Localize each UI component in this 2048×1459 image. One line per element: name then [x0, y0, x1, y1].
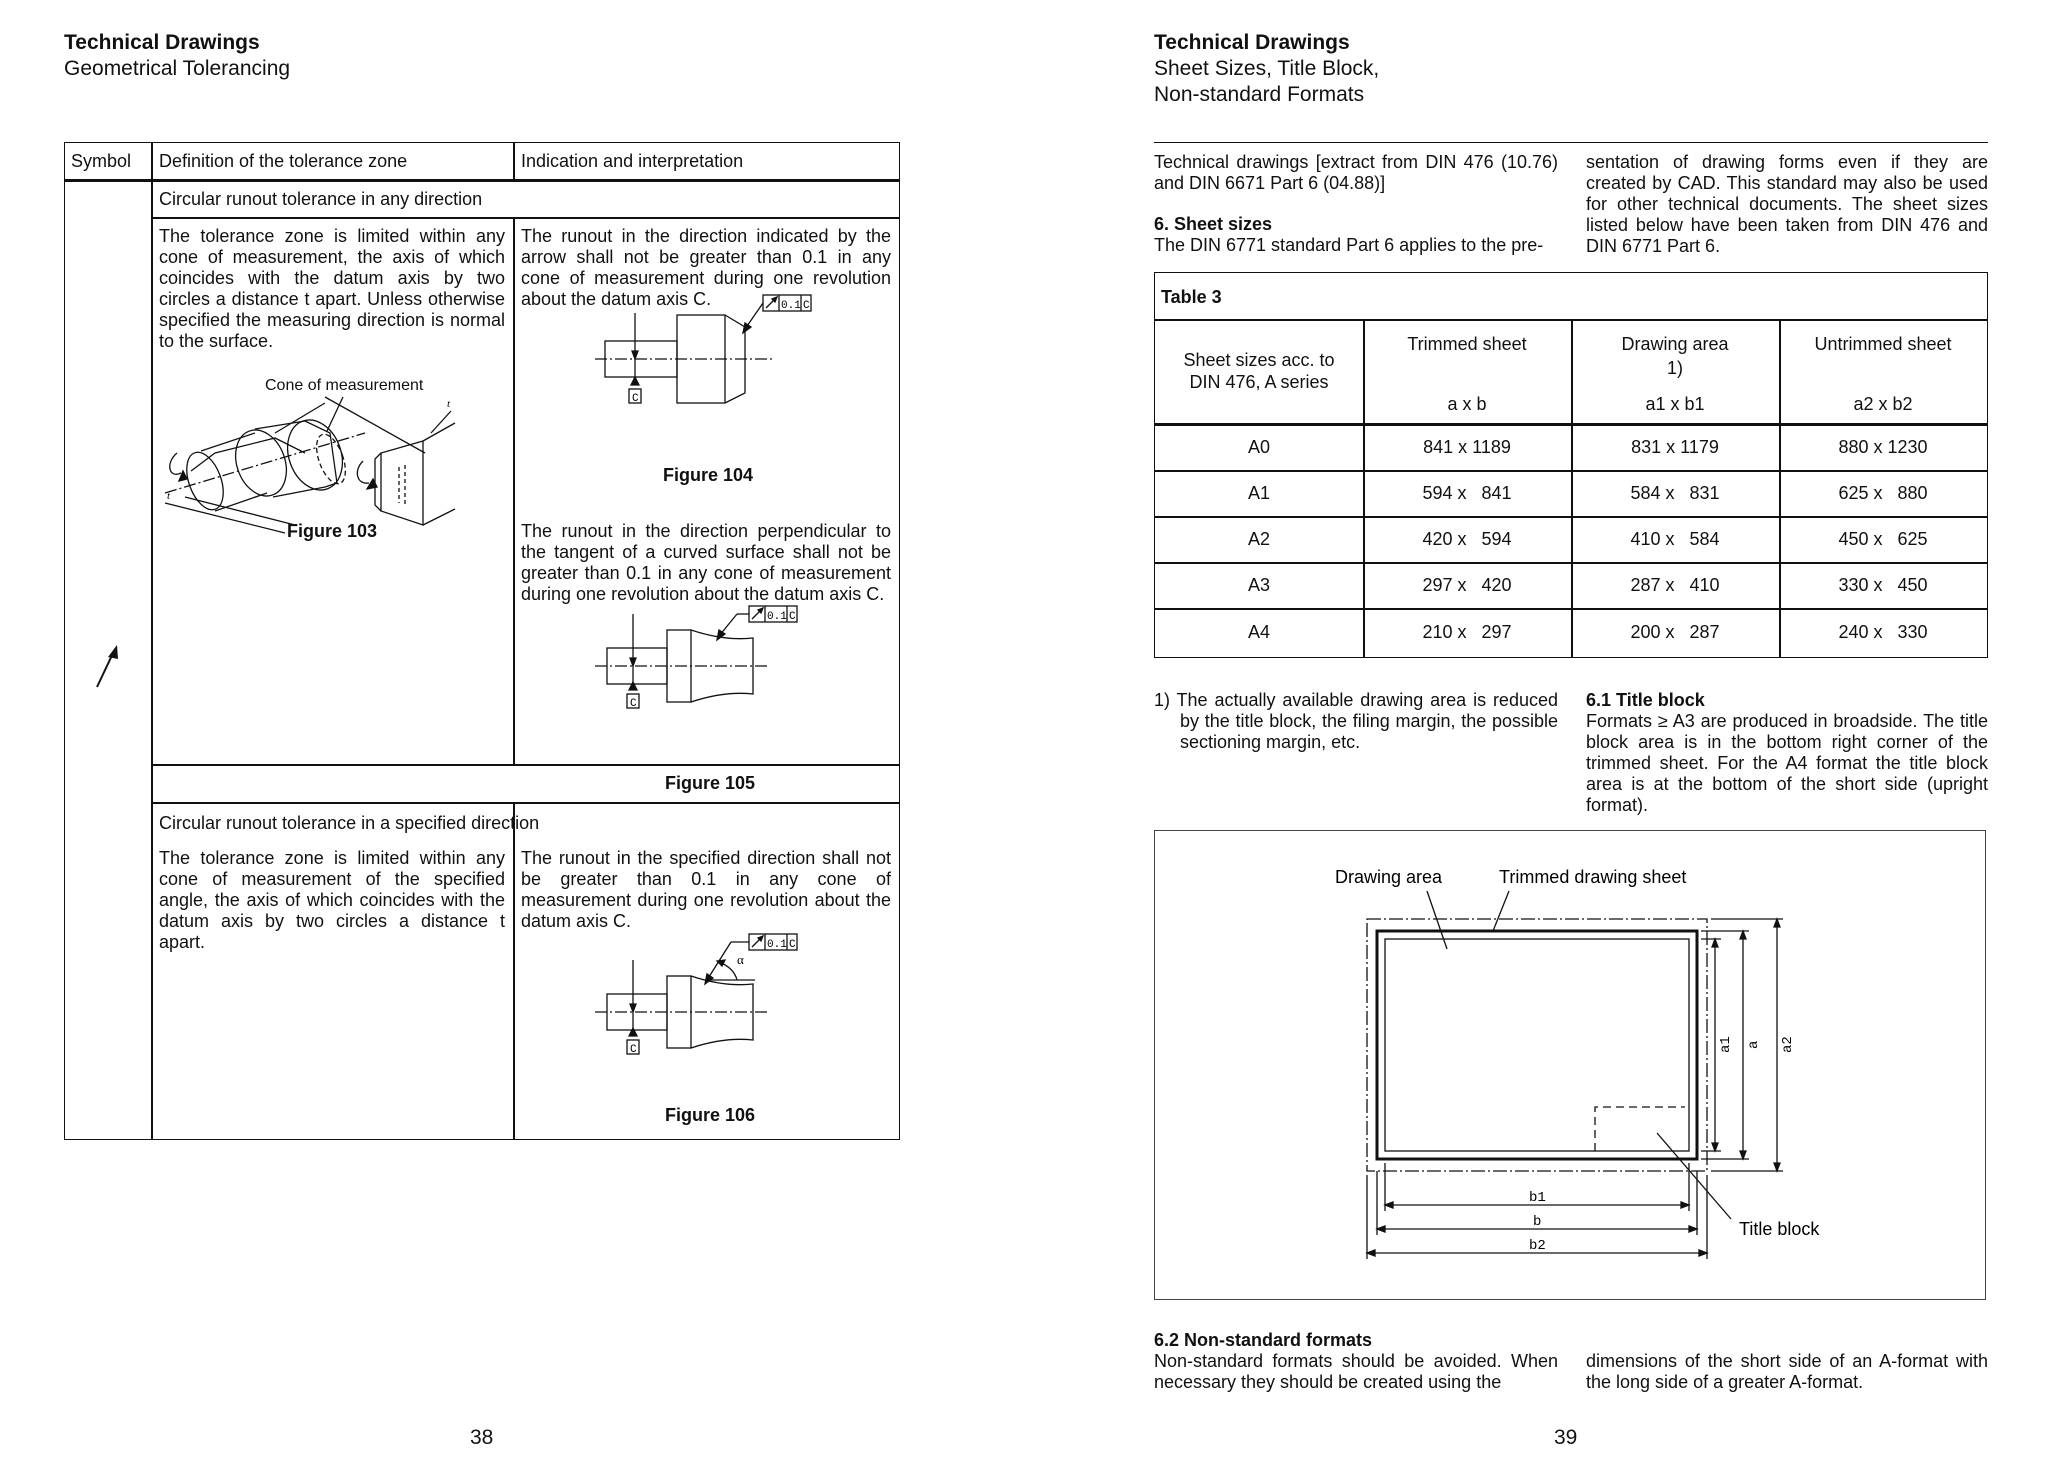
svg-text:b: b — [1533, 1214, 1542, 1230]
section1-indication-2: The runout in the direction perpendicular to the tangent of a curved surface shall not be greater than 0.1 in any cone of measurement during one revolution about the datum axis C. — [521, 521, 891, 604]
svg-text:C: C — [630, 698, 637, 710]
nonstd-left-text: Non-standard formats should be avoided. When necessary they should be created using the — [1154, 1351, 1558, 1392]
cone-of-measurement-label: Cone of measurement — [265, 377, 424, 394]
svg-text:C: C — [630, 1044, 637, 1056]
left-page-number: 38 — [470, 1426, 494, 1449]
svg-text:α: α — [737, 952, 744, 967]
intro-left: Technical drawings [extract from DIN 476 (10.76) and DIN 6671 Part 6 (04.88)] — [1154, 152, 1558, 193]
right-page — [1024, 0, 2048, 1459]
sheet-sizes-table: Table 3 Sheet sizes acc. to DIN 476, A series Trimmed sheet a x b Drawing area 1) a1 x b1 Untrimmed sheet a2 x b2 A0 841 x 1189 831 x 1179 880 x 1230 A1 594 x 841 584 x 831 625 x 880 A2 420 x 594 410 x 584 450 x 625 A3 297 x 420 287 x 410 330 x 450 A4 210 x 297 200 x 287 240 x 330 — [1154, 272, 1988, 658]
right-header-subtitle-2: Non-standard Formats — [1154, 83, 1365, 106]
col-trimmed-sheet: Trimmed sheet — [1407, 334, 1527, 354]
col-sheet-sizes-line2: DIN 476, A series — [1189, 372, 1329, 392]
right-header-subtitle-1: Sheet Sizes, Title Block, — [1154, 57, 1380, 80]
nonstd-heading: 6.2 Non-standard formats — [1154, 1330, 1373, 1350]
right-header-title: Technical Drawings — [1154, 31, 1350, 54]
figure-105-caption: Figure 105 — [665, 773, 756, 793]
svg-text:C: C — [803, 300, 810, 312]
svg-text:t: t — [167, 490, 171, 502]
col-untrimmed-sub: a2 x b2 — [1853, 394, 1913, 414]
col-sheet-sizes-line1: Sheet sizes acc. to — [1183, 350, 1335, 370]
svg-text:a2: a2 — [1780, 1036, 1796, 1053]
left-header-subtitle: Geometrical Tolerancing — [64, 57, 291, 80]
svg-text:0.1: 0.1 — [767, 939, 787, 951]
figure-106-drawing — [595, 938, 815, 1088]
svg-text:a: a — [1746, 1040, 1762, 1049]
figure-104-caption: Figure 104 — [663, 465, 754, 485]
svg-text:b2: b2 — [1529, 1238, 1546, 1254]
section2-title: Circular runout tolerance in a specified direction — [159, 813, 540, 833]
sheet-diagram — [1154, 830, 1986, 1300]
svg-text:0.1: 0.1 — [767, 611, 787, 623]
section1-indication-1: The runout in the direction indicated by the arrow shall not be greater than 0.1 in any cone of measurement during one revolution about the datum axis C. — [521, 226, 891, 309]
svg-text:a1: a1 — [1718, 1036, 1734, 1053]
svg-text:C: C — [632, 393, 639, 405]
table-footnote: 1) The actually available drawing area is reduced by the title block, the filing margin, the possible sectioning margin, etc. — [1154, 690, 1558, 752]
svg-text:C: C — [789, 611, 796, 623]
intro-right: sentation of drawing forms even if they are created by CAD. This standard may also be used for other technical documents. The sheet sizes listed below have been taken from DIN 476 and DIN 6771 Part 6. — [1586, 152, 1988, 256]
sheet-sizes-heading: 6. Sheet sizes — [1154, 214, 1273, 234]
figure-103-caption: Figure 103 — [287, 521, 378, 541]
nonstd-right-text: dimensions of the short side of an A-format with the long side of a greater A-format. — [1586, 1351, 1988, 1392]
figure-104-drawing — [595, 293, 815, 443]
sheet-sizes-text: The DIN 6771 standard Part 6 applies to the pre- — [1154, 235, 1544, 255]
drawing-area-label: Drawing area — [1335, 867, 1443, 887]
col-trimmed-sub: a x b — [1447, 394, 1487, 414]
title-block-label: Title block — [1739, 1219, 1820, 1239]
trimmed-sheet-label: Trimmed drawing sheet — [1499, 867, 1687, 887]
svg-text:0.1: 0.1 — [781, 300, 801, 312]
col-definition-header: Definition of the tolerance zone — [159, 151, 408, 171]
title-block-text: Formats ≥ A3 are produced in broadside. The title block area is in the bottom right corner of the trimmed sheet. For the A4 format the title block area is at the bottom of the short side (upright format). — [1586, 711, 1988, 815]
col-drawing-sub: a1 x b1 — [1645, 394, 1705, 414]
col-drawing-area: Drawing area — [1621, 334, 1729, 354]
svg-text:C: C — [789, 939, 796, 951]
col-symbol-header: Symbol — [71, 151, 132, 171]
col-drawing-area-footnote: 1) — [1666, 358, 1683, 378]
left-header-title: Technical Drawings — [64, 31, 260, 54]
sheet-diagram-drawing — [1155, 831, 1987, 1301]
svg-text:t: t — [447, 398, 451, 410]
section2-indication: The runout in the specified direction shall not be greater than 0.1 in any cone of measurement during one revolution about the datum axis C. — [521, 848, 891, 931]
col-indication-header: Indication and interpretation — [521, 151, 744, 171]
section1-definition: The tolerance zone is limited within any cone of measurement, the axis of which coincides with the datum axis by two circles a distance t apart. Unless otherwise specified the measuring direction is normal to the surface. — [159, 226, 505, 351]
tolerance-table — [64, 142, 900, 1140]
title-block-heading: 6.1 Title block — [1586, 690, 1705, 710]
svg-text:b1: b1 — [1529, 1190, 1546, 1206]
circular-runout-symbol-icon — [93, 643, 123, 693]
col-untrimmed-sheet: Untrimmed sheet — [1814, 334, 1952, 354]
figure-105-drawing — [595, 608, 815, 728]
table3-title: Table 3 — [1161, 287, 1222, 307]
section1-title: Circular runout tolerance in any direction — [159, 189, 483, 209]
figure-106-caption: Figure 106 — [665, 1105, 756, 1125]
right-page-number: 39 — [1554, 1426, 1578, 1449]
section2-definition: The tolerance zone is limited within any cone of measurement of the specified angle, the axis of which coincides with the datum axis by two circles a distance t apart. — [159, 848, 505, 952]
header-divider — [1154, 142, 1988, 143]
